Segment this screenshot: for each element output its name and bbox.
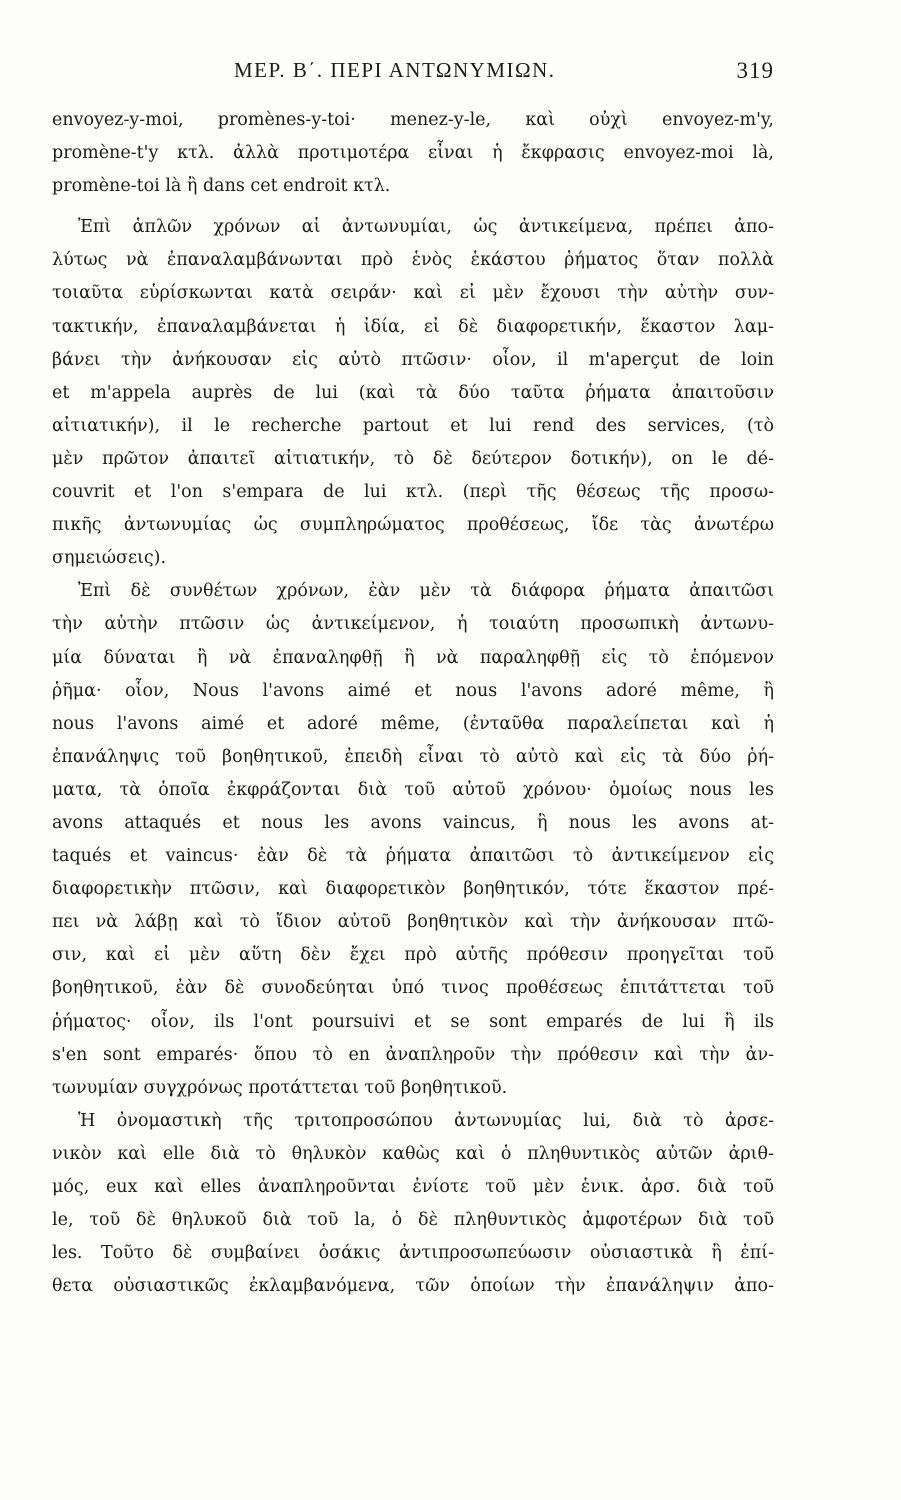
text-line: διαφορετικὴν πτῶσιν, καὶ διαφορετικὸν βοηθητικόν, τότε ἕκαστον πρέ- <box>52 879 774 900</box>
text-line: αἰτιατικήν), il le recherche partout et lui rend des services, (τὸ <box>52 415 774 436</box>
text-line: couvrit et l'on s'empara de lui κτλ. (περὶ τῆς θέσεως τῆς προσω- <box>52 482 774 503</box>
text-line: τωνυμίαν συγχρόνως προτάττεται τοῦ βοηθητικοῦ. <box>52 1077 508 1098</box>
text-line: νικὸν καὶ elle διὰ τὸ θηλυκὸν καθὼς καὶ ὁ πληθυντικὸς αὐτῶν ἀριθ- <box>52 1143 774 1164</box>
text-line: τοιαῦτα εὑρίσκωνται κατὰ σειράν· καὶ εἰ μὲν ἔχουσι τὴν αὐτὴν συν- <box>52 283 774 304</box>
text-line: s'en sont emparés· ὅπου τὸ en ἀναπληροῦν τὴν πρόθεσιν καὶ τὴν ἀν- <box>52 1044 774 1065</box>
text-line: et m'appela auprès de lui (καὶ τὰ δύο ταῦτα ῥήματα ἀπαιτοῦσιν <box>52 382 774 403</box>
text-line: πει νὰ λάβῃ καὶ τὸ ἴδιον αὐτοῦ βοηθητικὸν καὶ τὴν ἀνήκουσαν πτῶ- <box>52 912 774 933</box>
text-line: μός, eux καὶ elles ἀναπληροῦνται ἐνίοτε τοῦ μὲν ἑνικ. ἀρσ. διὰ τοῦ <box>52 1177 774 1197</box>
text-line: τὴν αὐτὴν πτῶσιν ὡς ἀντικείμενον, ἡ τοιαύτη προσωπικὴ ἀντωνυ- <box>52 614 774 635</box>
text-line: θετα οὐσιαστικῶς ἐκλαμβανόμενα, τῶν ὁποίων τὴν ἐπανάληψιν ἀπο- <box>52 1276 774 1297</box>
text-line: λύτως νὰ ἐπαναλαμβάνωνται πρὸ ἑνὸς ἑκάστου ῥήματος ὅταν πολλὰ <box>52 250 774 271</box>
text-line: Ἡ ὀνομαστικὴ τῆς τριτοπροσώπου ἀντωνυμίας lui, διὰ τὸ ἀρσε- <box>78 1110 774 1131</box>
text-line: promène-toi là ἢ dans cet endroit κτλ. <box>52 176 391 197</box>
text-line: μὲν πρῶτον ἀπαιτεῖ αἰτιατικήν, τὸ δὲ δεύτερον δοτικήν), on le dé- <box>52 448 774 469</box>
paragraph-1 <box>52 104 774 203</box>
text-line: σημειώσεις). <box>52 548 167 569</box>
text-line: σιν, καὶ εἰ μὲν αὕτη δὲν ἔχει πρὸ αὐτῆς πρόθεσιν προηγεῖται τοῦ <box>52 945 774 966</box>
paragraph-2 <box>52 211 774 575</box>
text-line: les. Τοῦτο δὲ συμβαίνει ὁσάκις ἀντιπροσωπεύωσιν οὐσιαστικὰ ἢ ἐπί- <box>52 1243 774 1264</box>
page-header <box>52 58 774 94</box>
text-line: taqués et vaincus· ἐὰν δὲ τὰ ῥήματα ἀπαιτῶσι τὸ ἀντικείμενον εἰς <box>52 846 774 867</box>
body-text <box>52 104 774 1303</box>
text-line: envoyez-y-moi, promènes-y-toi· menez-y-le, καὶ οὐχὶ envoyez-m'y, <box>52 110 774 130</box>
text-line: μία δύναται ἢ νὰ ἐπαναληφθῇ ἢ νὰ παραληφθῇ εἰς τὸ ἑπόμενον <box>52 647 774 668</box>
text-line: τακτικήν, ἐπαναλαμβάνεται ἡ ἰδία, εἰ δὲ διαφορετικήν, ἕκαστον λαμ- <box>52 316 774 337</box>
text-line: promène-t'y κτλ. ἀλλὰ προτιμοτέρα εἶναι ἡ ἔκφρασις envoyez-moi là, <box>52 143 774 164</box>
paragraph-3 <box>52 575 774 1105</box>
text-line: Ἐπὶ ἁπλῶν χρόνων αἱ ἀντωνυμίαι, ὡς ἀντικείμενα, πρέπει ἀπο- <box>78 217 774 238</box>
text-line: avons attaqués et nous les avons vaincus, ἢ nous les avons at- <box>52 812 774 833</box>
running-head: ΜΕΡ. Β΄. ΠΕΡΙ ΑΝΤΩΝΥΜΙΩΝ. <box>234 58 556 82</box>
text-line: ἐπανάληψις τοῦ βοηθητικοῦ, ἐπειδὴ εἶναι τὸ αὐτὸ καὶ εἰς τὰ δύο ῥή- <box>52 746 774 767</box>
text-line: βοηθητικοῦ, ἐὰν δὲ συνοδεύηται ὑπό τινος προθέσεως ἐπιτάττεται τοῦ <box>52 978 774 999</box>
text-line: nous l'avons aimé et adoré même, (ἐνταῦθα παραλείπεται καὶ ἡ <box>52 713 774 734</box>
text-line: Ἐπὶ δὲ συνθέτων χρόνων, ἐὰν μὲν τὰ διάφορα ῥήματα ἀπαιτῶσι <box>78 581 774 602</box>
text-line: ματα, τὰ ὁποῖα ἐκφράζονται διὰ τοῦ αὐτοῦ χρόνου· ὁμοίως nous les <box>52 779 774 800</box>
text-line: ῥήματος· οἷον, ils l'ont poursuivi et se sont emparés de lui ἢ ils <box>52 1011 774 1032</box>
page-number: 319 <box>736 58 774 83</box>
text-line: βάνει τὴν ἀνήκουσαν εἰς αὐτὸ πτῶσιν· οἷον, il m'aperçut de loin <box>52 349 774 370</box>
text-line: ῥῆμα· οἷον, Nous l'avons aimé et nous l'avons adoré même, ἢ <box>52 680 774 701</box>
paragraph-4 <box>52 1105 774 1304</box>
text-line: πικῆς ἀντωνυμίας ὡς συμπληρώματος προθέσεως, ἴδε τὰς ἀνωτέρω <box>52 515 774 536</box>
text-line: le, τοῦ δὲ θηλυκοῦ διὰ τοῦ la, ὁ δὲ πληθυντικὸς ἀμφοτέρων διὰ τοῦ <box>52 1210 774 1231</box>
